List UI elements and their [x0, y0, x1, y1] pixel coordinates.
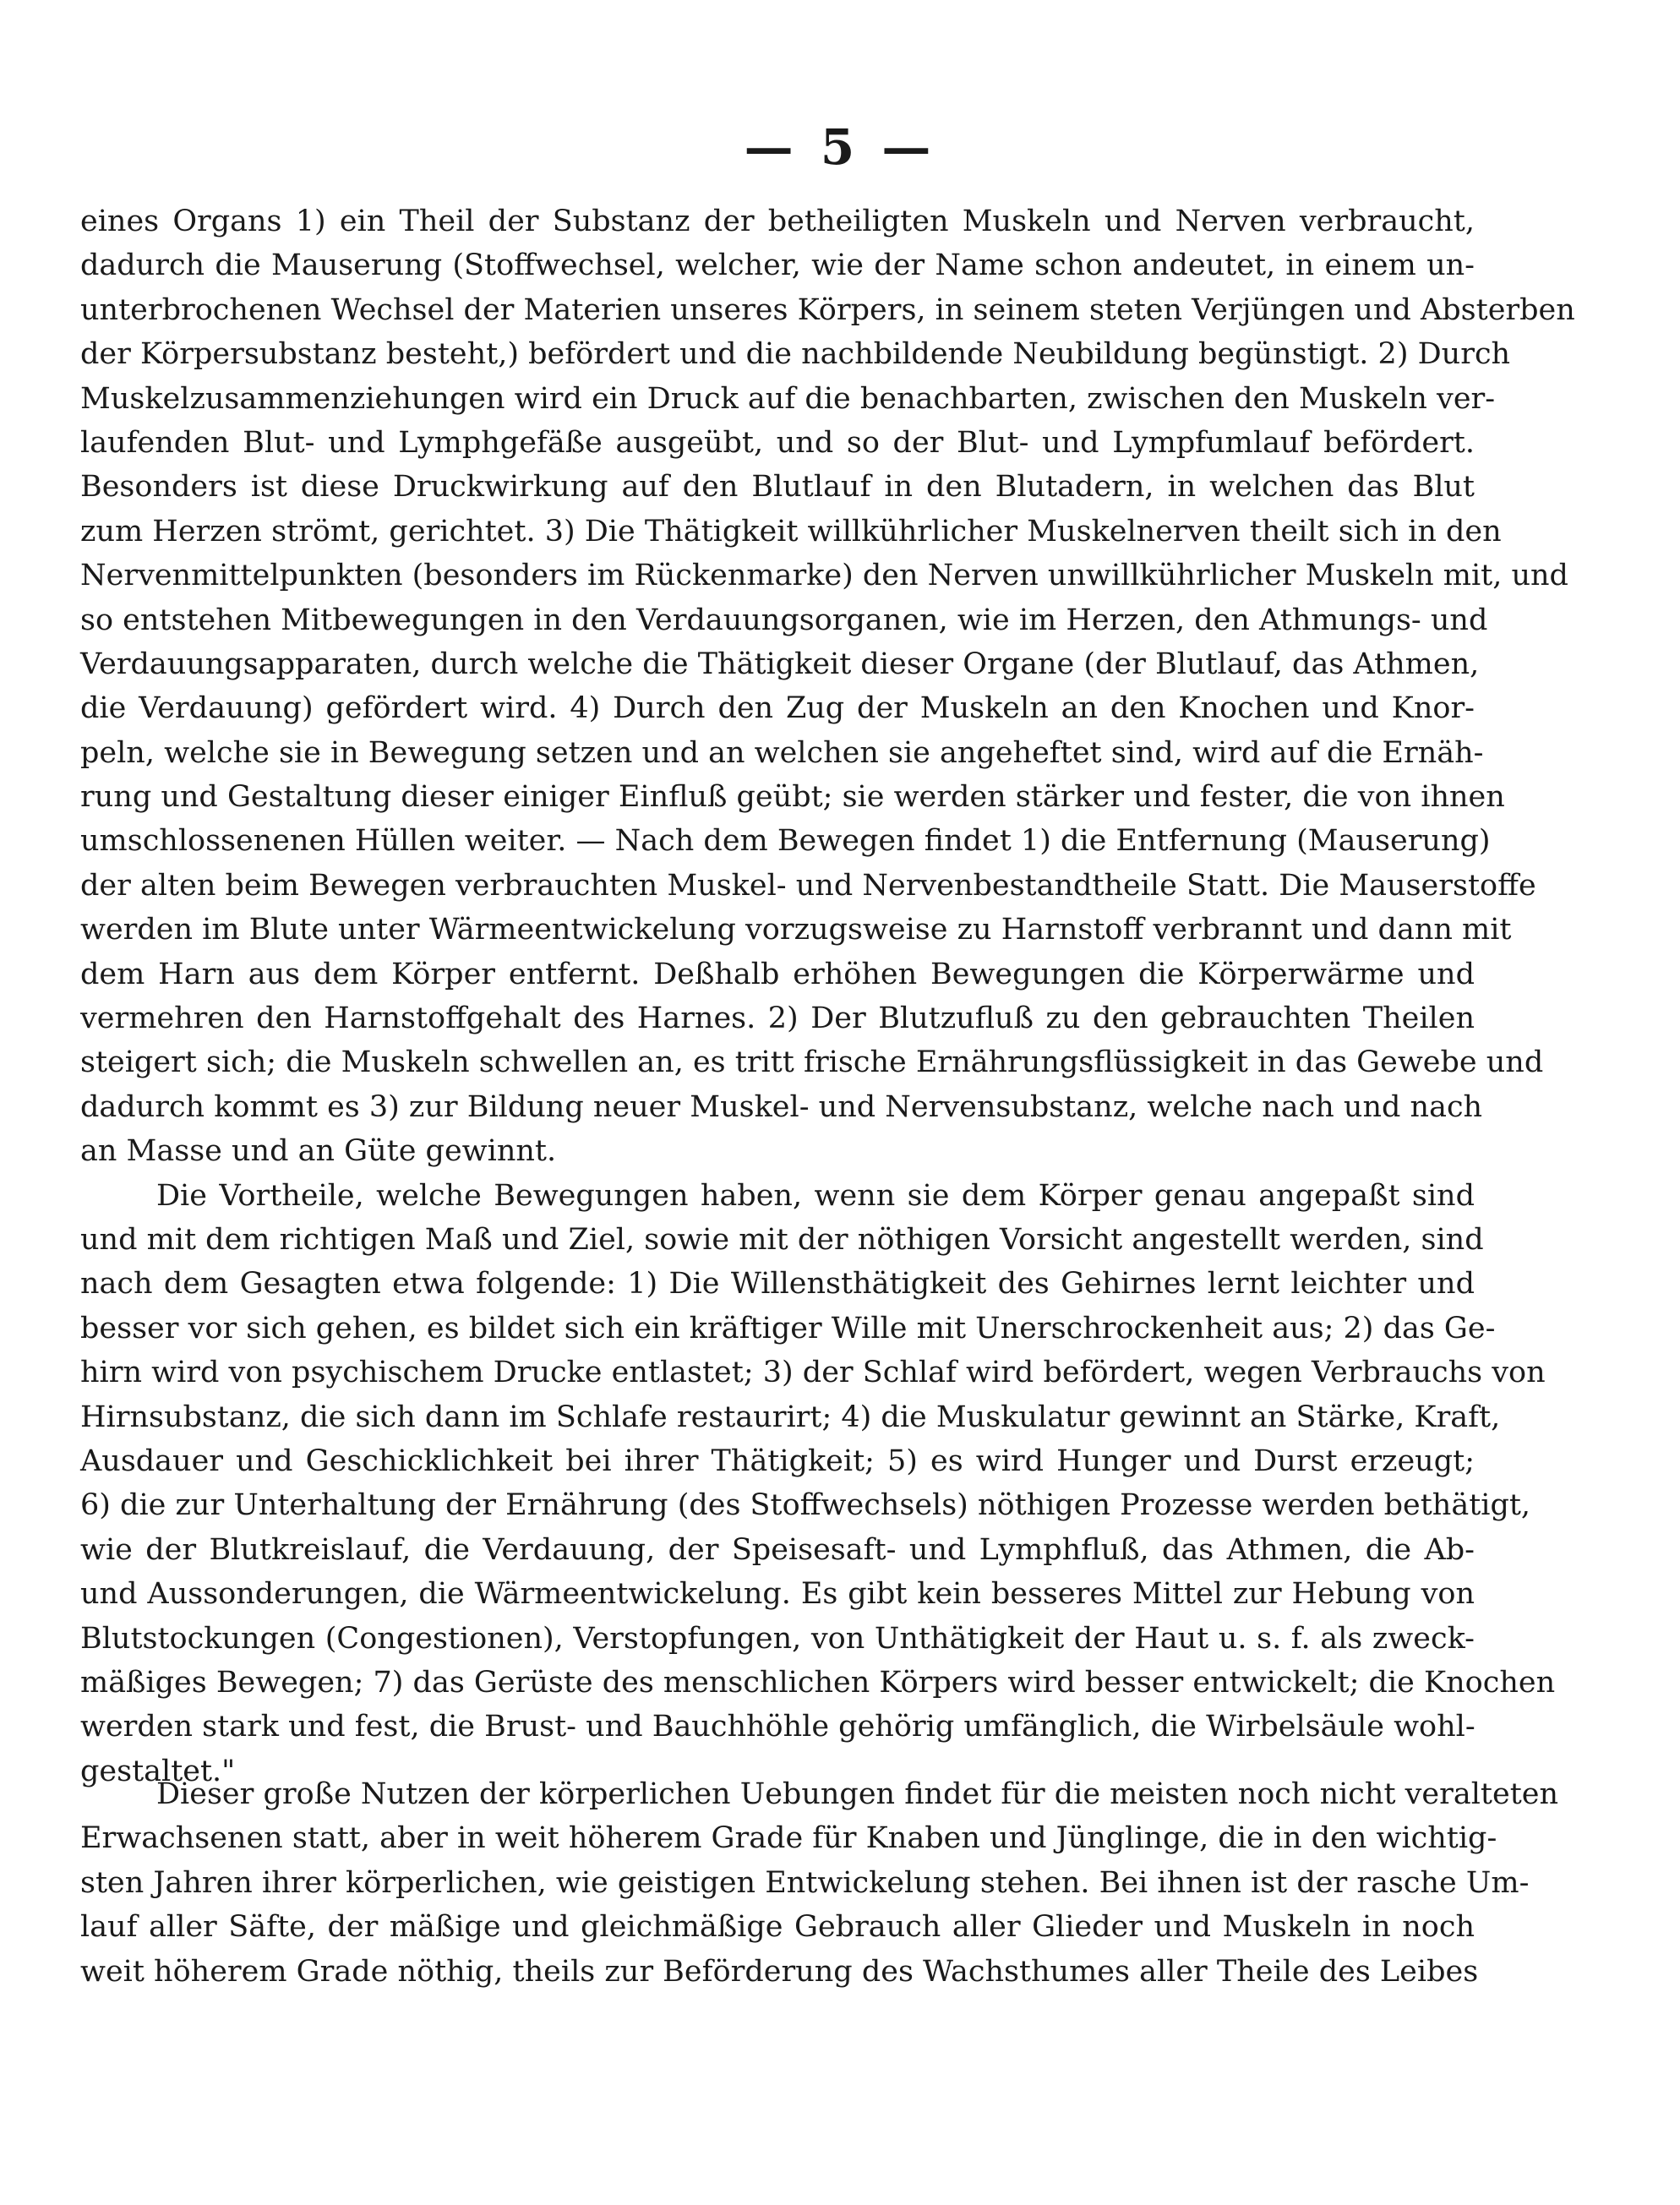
text-line: die Verdauung) gefördert wird. 4) Durch den Zug der Muskeln an den Knochen und Knor-	[80, 691, 1475, 726]
text-line: Besonders ist diese Druckwirkung auf den Blutlauf in den Blutadern, in welchen das Blut	[80, 470, 1475, 505]
text-line: Ausdauer und Geschicklichkeit bei ihrer Thätigkeit; 5) es wird Hunger und Durst erzeugt;	[80, 1444, 1475, 1478]
text-line: mäßiges Bewegen; 7) das Gerüste des menschlichen Körpers wird besser entwickelt; die Knochen	[80, 1665, 1556, 1700]
text-line: besser vor sich gehen, es bildet sich ein kräftiger Wille mit Unerschrockenheit aus; 2) das Ge-	[80, 1311, 1496, 1345]
text-line: Dieser große Nutzen der körperlichen Uebungen findet für die meisten noch nicht veralteten	[156, 1777, 1559, 1811]
text-line: peln, welche sie in Bewegung setzen und an welchen sie angeheftet sind, wird auf die Ernäh-	[80, 735, 1484, 770]
text-line: nach dem Gesagten etwa folgende: 1) Die Willensthätigkeit des Gehirnes lernt leichter und	[80, 1267, 1475, 1302]
text-line: eines Organs 1) ein Theil der Substanz der betheiligten Muskeln und Nerven verbraucht,	[80, 205, 1475, 238]
text-line: der Körpersubstanz besteht,) befördert und die nachbildende Neubildung begünstigt. 2) Durch	[80, 337, 1511, 372]
text-line: so entstehen Mitbewegungen in den Verdauungsorganen, wie im Herzen, den Athmungs- und	[80, 603, 1488, 637]
text-line: Hirnsubstanz, die sich dann im Schlafe restaurirt; 4) die Muskulatur gewinnt an Stärke, Kraft,	[80, 1400, 1501, 1434]
text-line: dadurch kommt es 3) zur Bildung neuer Muskel- und Nervensubstanz, welche nach und nach	[80, 1089, 1483, 1124]
text-line: Nervenmittelpunkten (besonders im Rückenmarke) den Nerven unwillkührlicher Muskeln mit, und	[80, 559, 1568, 593]
text-line: Blutstockungen (Congestionen), Verstopfungen, von Unthätigkeit der Haut u. s. f. als zweck-	[80, 1621, 1475, 1656]
paragraph-1	[80, 199, 1575, 1793]
text-line: sten Jahren ihrer körperlichen, wie geistigen Entwickelung stehen. Bei ihnen ist der rasche Um-	[80, 1865, 1530, 1900]
text-line: laufenden Blut- und Lymphgefäße ausgeübt, und so der Blut- und Lympfumlauf befördert.	[80, 425, 1475, 460]
text-line: umschlossenenen Hüllen weiter. — Nach dem Bewegen findet 1) die Entfernung (Mauserung)	[80, 824, 1491, 859]
text-line: werden im Blute unter Wärmeentwickelung vorzugsweise zu Harnstoff verbrannt und dann mit	[80, 913, 1512, 947]
text-line: Erwachsenen statt, aber in weit höherem Grade für Knaben und Jünglinge, die in den wichtig-	[80, 1821, 1497, 1856]
text-line: Die Vortheile, welche Bewegungen haben, wenn sie dem Körper genau angepaßt sind	[156, 1178, 1475, 1213]
text-line: der alten beim Bewegen verbrauchten Muskel- und Nervenbestandtheile Statt. Die Mauserstoffe	[80, 868, 1536, 903]
text-line: werden stark und fest, die Brust- und Bauchhöhle gehörig umfänglich, die Wirbelsäule wohl-	[80, 1710, 1475, 1744]
text-line: steigert sich; die Muskeln schwellen an, es tritt frische Ernährungsflüssigkeit in das Gewebe und	[80, 1045, 1544, 1080]
text-line: weit höherem Grade nöthig, theils zur Beförderung des Wachsthumes aller Theile des Leibes	[80, 1954, 1479, 1989]
text-line: unterbrochenen Wechsel der Materien unseres Körpers, in seinem steten Verjüngen und Absterben	[80, 292, 1575, 327]
text-line: vermehren den Harnstoffgehalt des Harnes. 2) Der Blutzufluß zu den gebrauchten Theilen	[80, 1002, 1475, 1036]
text-line: zum Herzen strömt, gerichtet. 3) Die Thätigkeit willkührlicher Muskelnerven theilt sich in den	[80, 514, 1502, 549]
text-line: dadurch die Mauserung (Stoffwechsel, welcher, wie der Name schon andeutet, in einem un-	[80, 248, 1475, 283]
paragraph-3	[80, 1772, 1559, 1994]
page-number: — 5 —	[744, 118, 936, 176]
text-line: 6) die zur Unterhaltung der Ernährung (des Stoffwechsels) nöthigen Prozesse werden bethätigt,	[80, 1488, 1531, 1523]
text-line: und Aussonderungen, die Wärmeentwickelung. Es gibt kein besseres Mittel zur Hebung von	[80, 1577, 1475, 1612]
text-line: dem Harn aus dem Körper entfernt. Deßhalb erhöhen Bewegungen die Körperwärme und	[80, 957, 1475, 991]
text-line: hirn wird von psychischem Drucke entlastet; 3) der Schlaf wird befördert, wegen Verbrauchs von	[80, 1356, 1546, 1390]
text-line: an Masse und an Güte gewinnt.	[80, 1134, 557, 1169]
text-line: lauf aller Säfte, der mäßige und gleichmäßige Gebrauch aller Glieder und Muskeln in noch	[80, 1910, 1475, 1945]
text-line: Muskelzusammenziehungen wird ein Druck auf die benachbarten, zwischen den Muskeln ver-	[80, 381, 1496, 416]
text-line: wie der Blutkreislauf, die Verdauung, der Speisesaft- und Lymphfluß, das Athmen, die Ab-	[80, 1532, 1475, 1567]
text-line: rung und Gestaltung dieser einiger Einfluß geübt; sie werden stärker und fester, die von ihnen	[80, 780, 1505, 815]
text-line: Verdauungsapparaten, durch welche die Thätigkeit dieser Organe (der Blutlauf, das Athmen,	[80, 647, 1480, 681]
text-line: gestaltet."	[80, 1754, 236, 1788]
text-line: und mit dem richtigen Maß und Ziel, sowie mit der nöthigen Vorsicht angestellt werden, sind	[80, 1222, 1484, 1257]
